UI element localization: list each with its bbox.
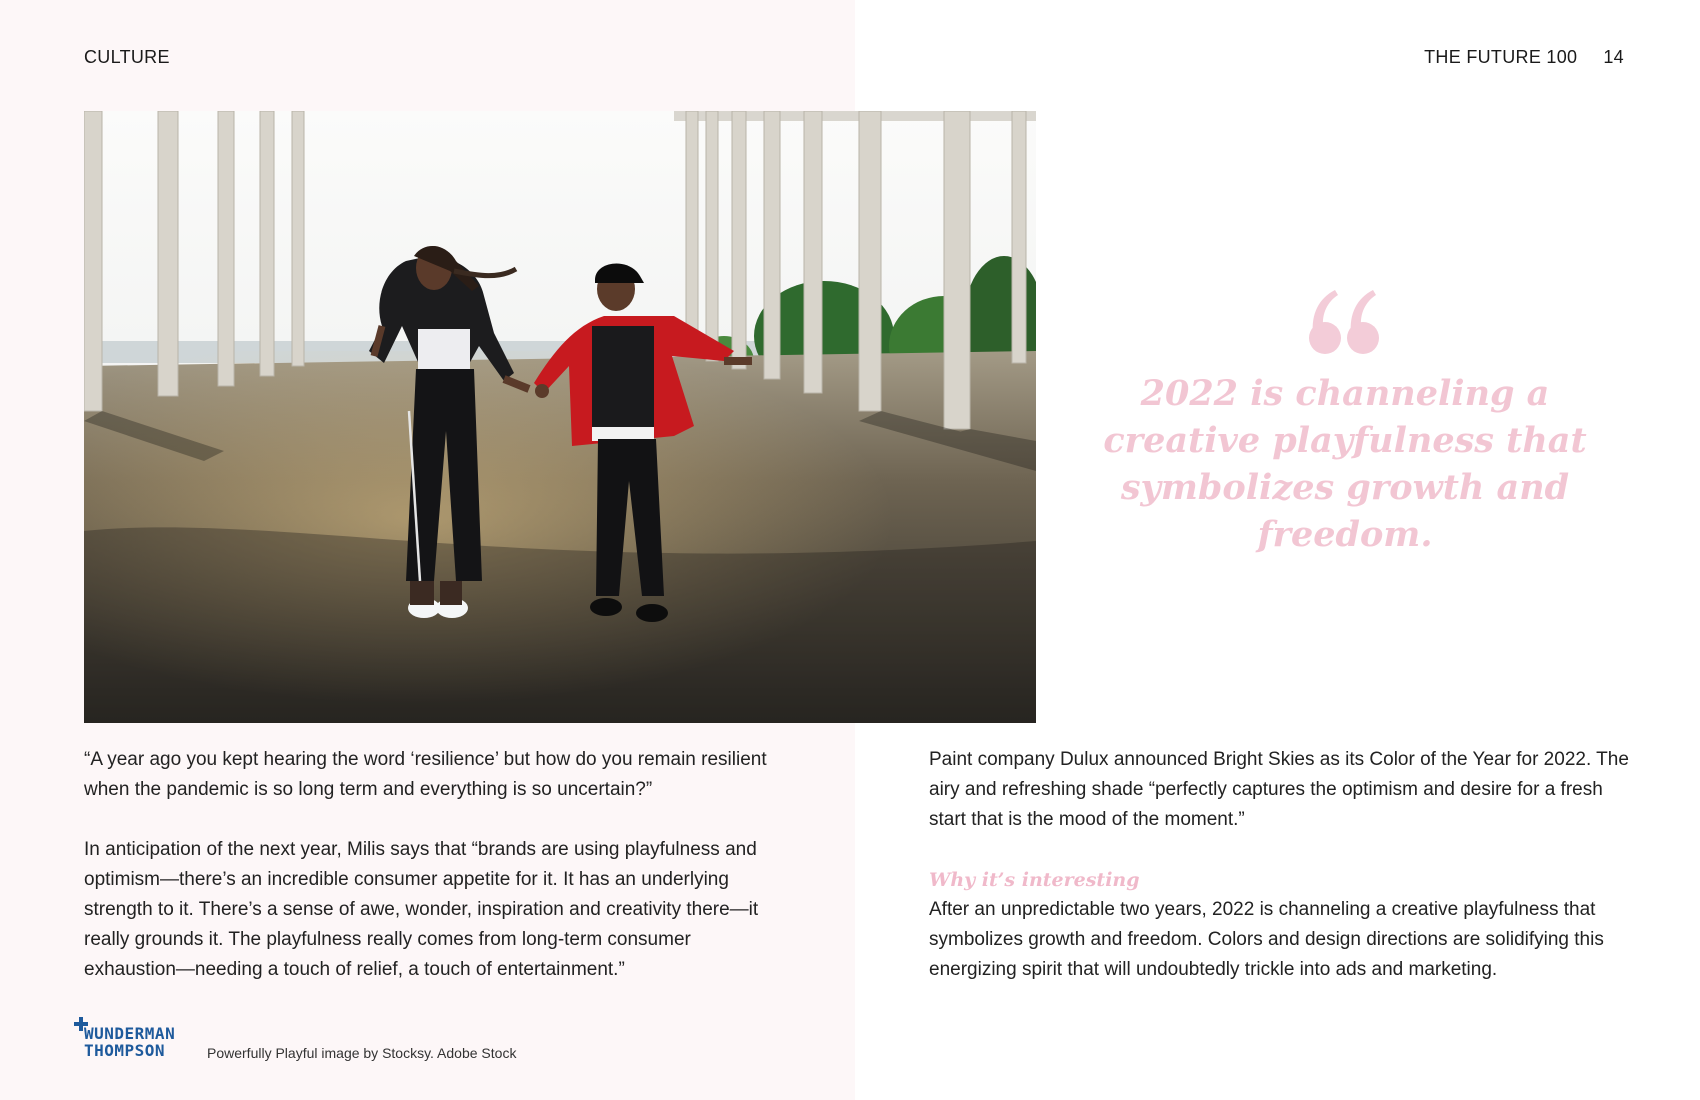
paragraph-anticipation: In anticipation of the next year, Milis says that “brands are using playfulness and optimism—there’s an incredible consumer appetite for it. It has an underlying strength to it. There’s a sense of awe, wonder, inspiration and creativity there—it really grounds it. The playfulness really comes from long-term consumer exhaustion—needing a touch of relief, a touch of entertainment.” (84, 839, 759, 980)
page-number: 14 (1603, 47, 1624, 67)
publication-title: THE FUTURE 100 (1424, 47, 1578, 67)
quote-mark-icon (1305, 286, 1385, 366)
body-column-left (84, 745, 784, 985)
logo-line-1: WUNDERMAN (84, 1024, 176, 1043)
hero-photo (84, 111, 1036, 723)
logo-line-2: THOMPSON (84, 1041, 166, 1060)
pull-quote: 2022 is channeling a creative playfulness that symbolizes growth and freedom. (1103, 373, 1587, 555)
paragraph-dulux: Paint company Dulux announced Bright Skies as its Color of the Year for 2022. The airy and refreshing shade “perfectly captures the optimism and desire for a fresh start that is the mood of the moment.” (929, 749, 1629, 830)
image-credit: Powerfully Playful image by Stocksy. Adobe Stock (207, 1045, 517, 1061)
section-label: CULTURE (84, 47, 170, 67)
subhead-why-interesting: Why it’s interesting (929, 869, 1140, 891)
wunderman-thompson-logo (74, 1017, 204, 1065)
page-header (1424, 47, 1624, 68)
paragraph-summary: After an unpredictable two years, 2022 is channeling a creative playfulness that symbolizes growth and freedom. Colors and design directions are solidifying this energizing spirit that will undoubtedly trickle into ads and marketing. (929, 899, 1604, 980)
body-column-right (929, 745, 1629, 985)
dancing-couple-illustration (84, 111, 1036, 723)
paragraph-quote: “A year ago you kept hearing the word ‘resilience’ but how do you remain resilient when the pandemic is so long term and everything is so uncertain?” (84, 749, 767, 800)
